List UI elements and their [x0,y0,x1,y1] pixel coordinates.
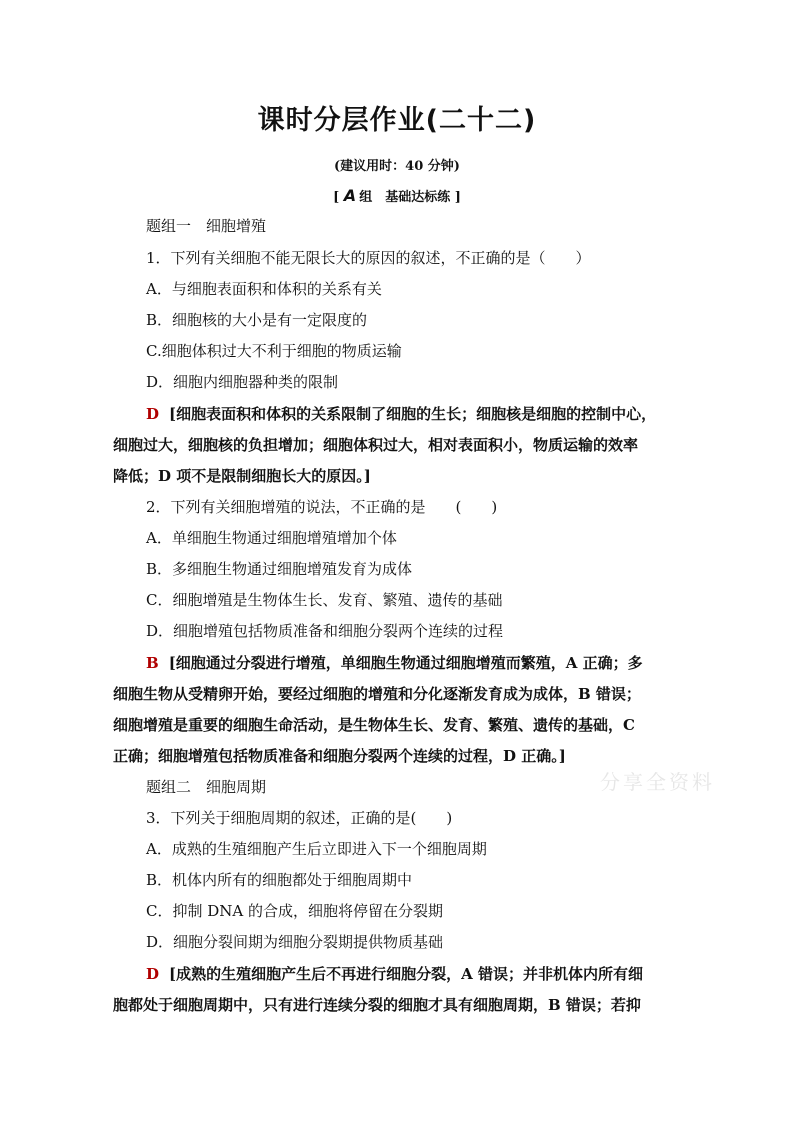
q1-explanation-line [146,404,656,424]
answer-key: D [146,405,160,423]
group-bracket-close: ] [454,190,461,205]
q1-option-b: B．细胞核的大小是有一定限度的 [146,311,368,329]
section-heading: 题组二 细胞周期 [146,778,267,796]
q3-explanation-line [146,964,643,984]
section-heading: 题组一 细胞增殖 [146,217,267,235]
question-3: 3．下列关于细胞周期的叙述，正确的是( ) [146,809,453,827]
q1-explanation-line: 细胞过大，细胞核的负担增加；细胞体积过大，相对表面积小，物质运输的效率 [113,436,639,454]
watermark-text: 分享全资料 [600,770,715,794]
page-title: 课时分层作业(二十二) [257,105,537,136]
q2-explanation-line [146,653,643,673]
explanation-text: [成熟的生殖细胞产生后不再进行细胞分裂，A 错误；并非机体内所有细 [169,965,643,983]
q2-option-b: B．多细胞生物通过细胞增殖发育为成体 [146,560,413,578]
q2-explanation-line: 细胞增殖是重要的细胞生命活动，是生物体生长、发育、繁殖、遗传的基础，C [113,716,635,734]
explanation-text: [细胞通过分裂进行增殖，单细胞生物通过细胞增殖而繁殖，A 正确；多 [168,654,643,672]
answer-key: D [146,965,160,983]
group-label: 组 基础达标练 [359,190,451,205]
q2-option-d: D．细胞增殖包括物质准备和细胞分裂两个连续的过程 [146,622,504,640]
q3-explanation-line: 胞都处于细胞周期中，只有进行连续分裂的细胞才具有细胞周期，B 错误；若抑 [113,996,641,1014]
group-a-mark: A [343,186,357,205]
q2-option-c: C．细胞增殖是生物体生长、发育、繁殖、遗传的基础 [146,591,503,609]
suggested-time: (建议用时：40 分钟) [334,159,460,174]
q1-option-a: A．与细胞表面积和体积的关系有关 [146,280,382,298]
q2-explanation-line: 细胞生物从受精卵开始，要经过细胞的增殖和分化逐渐发育成为成体，B 错误； [113,685,641,703]
q1-explanation-line: 降低；D 项不是限制细胞长大的原因。] [113,467,371,485]
q1-option-c: C.细胞体积过大不利于细胞的物质运输 [146,342,402,360]
question-2: 2．下列有关细胞增殖的说法，不正确的是 ( ) [146,498,498,516]
q3-option-c: C．抑制 DNA 的合成，细胞将停留在分裂期 [146,902,443,920]
q3-option-b: B．机体内所有的细胞都处于细胞周期中 [146,871,413,889]
explanation-text: [细胞表面积和体积的关系限制了细胞的生长；细胞核是细胞的控制中心， [169,405,657,423]
answer-key: B [146,654,159,672]
q2-option-a: A．单细胞生物通过细胞增殖增加个体 [146,529,397,547]
q1-option-d: D．细胞内细胞器种类的限制 [146,373,339,391]
q2-explanation-line: 正确；细胞增殖包括物质准备和细胞分裂两个连续的过程，D 正确。] [113,747,566,765]
group-tag [0,186,794,205]
group-bracket-open: [ [333,190,340,205]
question-1: 1．下列有关细胞不能无限长大的原因的叙述，不正确的是（ ） [146,249,591,267]
q3-option-d: D．细胞分裂间期为细胞分裂期提供物质基础 [146,933,444,951]
q3-option-a: A．成熟的生殖细胞产生后立即进入下一个细胞周期 [146,840,487,858]
